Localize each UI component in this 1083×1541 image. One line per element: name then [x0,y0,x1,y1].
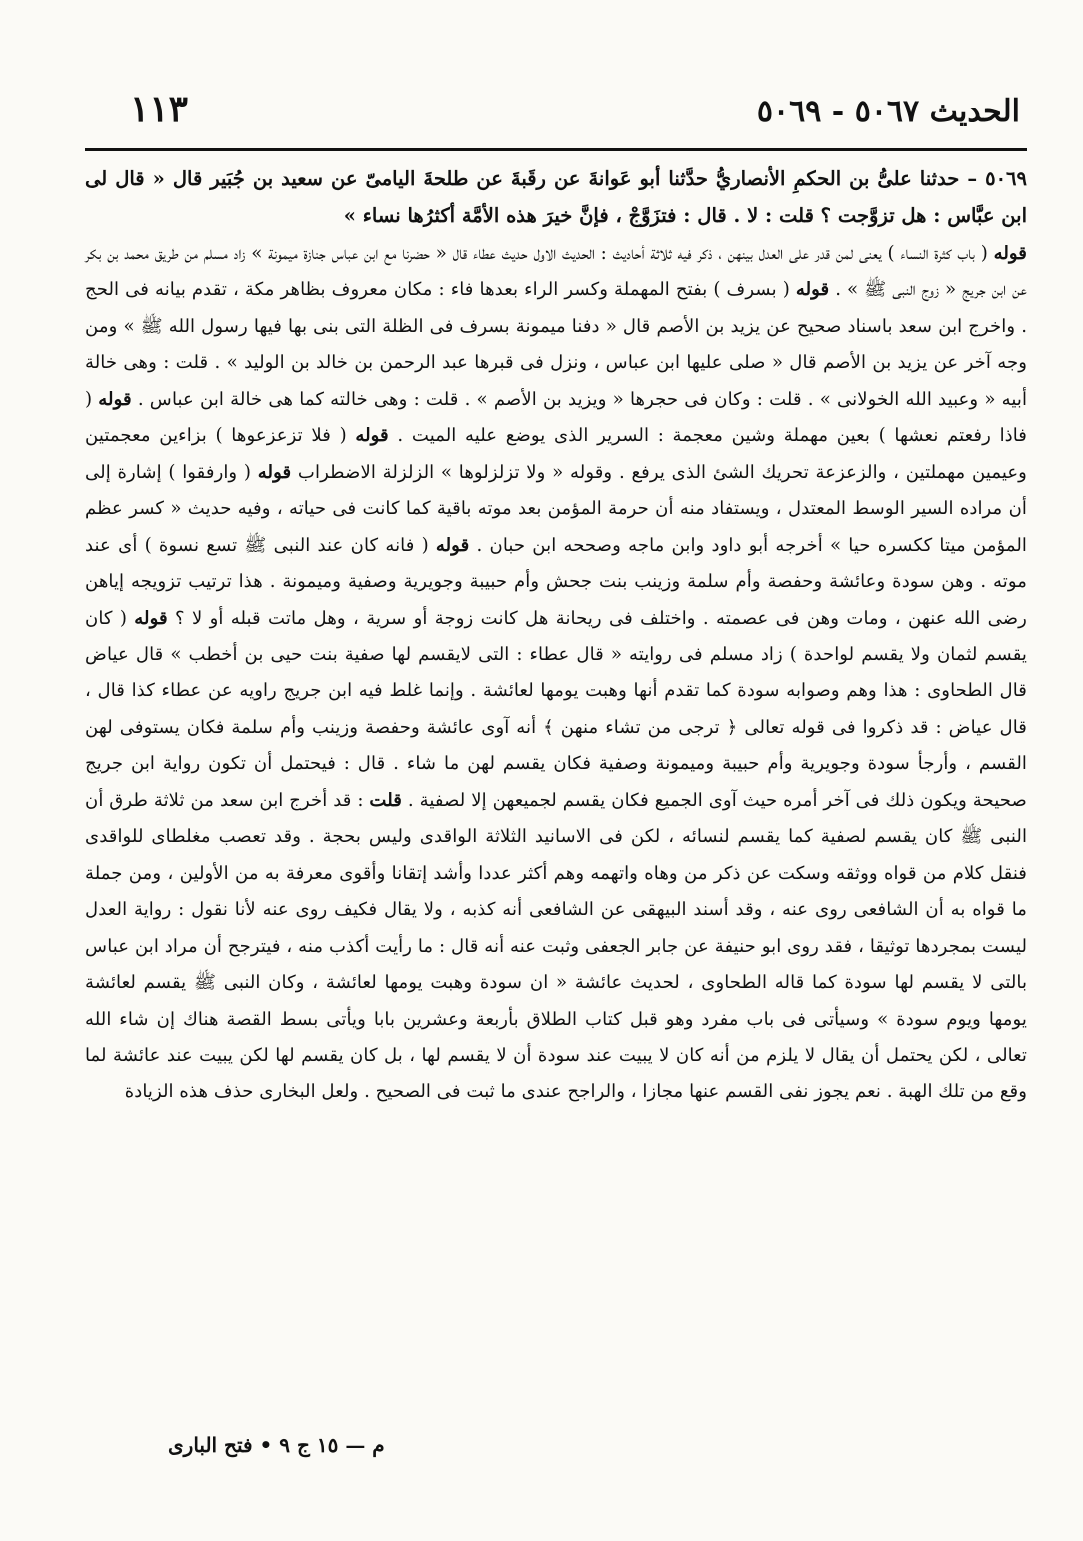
commentary-text: ( كان يقسم لثمان ولا يقسم لواحدة ) زاد مسلم فى روايته « قال عطاء : التى لايقسم لها صفية بنت حيى بن أخطب » قال عياض قال الطحاوى : هذا وهم وصوابه سودة كما تقدم أنها وهبت يومها لعائشة . وإنما غلط فيه ابن جريج راويه عن عطاء كذا قال ، قال عياض : قد ذكروا فى قوله تعالى ﴿ ترجى من تشاء منهن ﴾ أنه آوى عائشة وحفصة وزينب وأم سلمة فكان يستوفى لهن القسم ، وأرجأ سودة وجويرية وأم حبيبة وميمونة وصفية فكان يقسم لهن ما شاء . قال : فيحتمل أن تكون رواية ابن جريج صحيحة ويكون ذلك فى آخر أمره حيث آوى الجميع فكان يقسم لجميعهن إلا لصفية . [85,607,1027,811]
commentary-text: : قد أخرج ابن سعد من ثلاثة طرق أن النبى ﷺ كان يقسم لصفية كما يقسم لنسائه ، لكن فى الاسانيد الثلاثة الواقدى وليس بحجة . وقد تعصب مغلطاى للواقدى فنقل كلام من قواه ووثقه وسكت عن ذكر من وهاه واتهمه وهم أكثر عددا وأشد إتقانا وأقوى معرفة به من الأولين ، ومن جملة ما قواه به أن الشافعى روى عنه ، وقد أسند البيهقى عن الشافعى أنه كذبه ، ولا يقال فكيف روى عنه لأنا نقول : رواية العدل ليست بمجردها توثيقا ، فقد روى ابو حنيفة عن جابر الجعفى وثبت عنه أنه قال : ما رأيت أكذب منه ، فيترجح أن مراد ابن عباس بالتى لا يقسم لها سودة كما قاله الطحاوى ، لحديث عائشة « ان سودة وهبت يومها لعائشة ، وكان النبى ﷺ يقسم لعائشة يومها ويوم سودة » وسيأتى فى باب مفرد وهو قبل كتاب الطلاق بأربعة وعشرين بابا ويأتى بسط القصة هناك إن شاء الله تعالى ، لكن يحتمل أن يقال لا يلزم من أنه كان لا يبيت عند سودة أن لا يقسم لها ، بل كان يقسم لها لكن يبيت عند عائشة لما وقع من تلك الهبة . نعم يجوز نفى القسم عنها مجازا ، والراجح عندى ما ثبت فى الصحيح . ولعل البخارى حذف هذه الزيادة [85,789,1027,1103]
commentary-text: ( بسرف ) بفتح المهملة وكسر الراء بعدها فاء : مكان معروف بظاهر مكة ، تقدم بيانه فى الحج . واخرج ابن سعد باسناد صحيح عن يزيد بن الأصم قال « دفنا ميمونة بسرف فى الظلة التى بنى بها فيها رسول الله ﷺ » ومن وجه آخر عن يزيد بن الأصم قال « صلى عليها ابن عباس ، ونزل فى قبرها عبد الرحمن بن خالد بن الوليد » . قلت : وهى خالة أبيه « وعبيد الله الخولانى » . قلت : وكان فى حجرها « ويزيد بن الأصم » . قلت : وهى خالته كما هى خالة ابن عباس . [85,279,1027,410]
page-number: ١١٣ [130,88,189,130]
hadith-paragraph [85,160,1027,234]
commentary-lead: قوله [795,279,830,301]
hadith-text: حدثنا علىُّ بن الحكمِ الأنصاريُّ حدَّثنا أبو عَوانةَ عن رقَبةَ عن طلحةَ اليامىّ عن سعيد بن جُبَير قال « قال لى ابن عبَّاس : هل تزوَّجت ؟ قلت : لا . قال : فتزَوَّجْ ، فإنَّ خيرَ هذه الأمَّة أكثرُها نساء » [85,167,1027,227]
commentary-text: ( فانه كان عند النبى ﷺ تسع نسوة ) أى عند موته . وهن سودة وعائشة وحفصة وأم سلمة وزينب بنت جحش وأم حبيبة وجويرية وصفية وميمونة . هذا ترتيب تزويجه إياهن رضى الله عنهن ، ومات وهن فى عصمته . واختلف فى ريحانة هل كانت زوجة أو سرية ، وهل ماتت قبله أو لا ؟ [85,534,1027,629]
main-text [85,160,1027,1111]
commentary-lead: قوله [435,534,470,556]
commentary-lead: قوله [134,607,168,629]
commentary-lead: قوله [993,243,1027,264]
header-rule [85,148,1027,151]
commentary-text: ( وارفقوا ) إشارة إلى أن مراده السير الوسط المعتدل ، ويستفاد منه أن حرمة المؤمن بعد موته باقية كما كانت فى حياته ، وفيه حديث « كسر عظم المؤمن ميتا ككسره حيا » أخرجه أبو داود وابن ماجه وصححه ابن حبان . [85,461,1027,556]
commentary-lead: قوله [257,461,292,483]
commentary-paragraph [85,236,1027,1111]
commentary-text: ( باب كثرة النساء ) يعنى لمن قدر على العدل بينهن ، ذكر فيه ثلاثة أحاديث : الحديث الاول حديث عطاء قال « حضرنا مع ابن عباس جنازة ميمونة » زاد مسلم من طريق محمد بن بكر عن ابن جريج « زوج النبى ﷺ » . [85,243,1027,301]
page-footer-signature: م — ١٥ ج ٩ • فتح البارى [168,1433,385,1457]
commentary-lead: قوله [355,425,389,447]
commentary-lead: قوله [98,388,132,410]
running-title: الحديث ٥٠٦٧ - ٥٠٦٩ [756,94,1020,129]
commentary-text: ( فلا تزعزعوها ) بزاءين معجمتين وعيمين مهملتين ، والزعزعة تحريك الشئ الذى يرفع . وقوله « ولا تزلزلوها » الزلزلة الاضطراب [85,425,1027,483]
commentary-text: ( فاذا رفعتم نعشها ) بعين مهملة وشين معجمة : السرير الذى يوضع عليه الميت . [85,388,1027,447]
hadith-number: ٥٠٦٩ – [967,167,1027,190]
commentary-lead: قلت [369,789,402,811]
page-header [90,88,1020,144]
